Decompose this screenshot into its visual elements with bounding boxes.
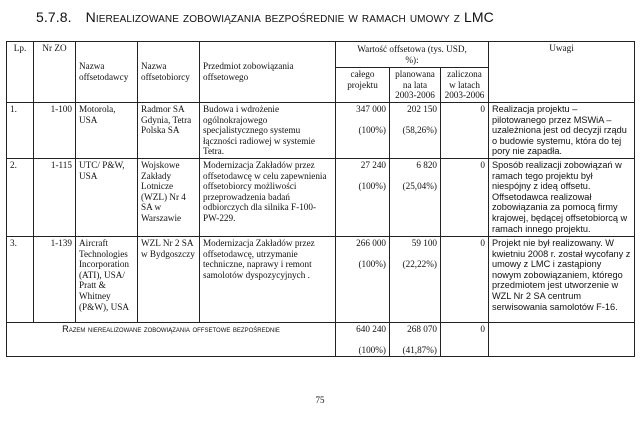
row-planowana xyxy=(390,102,441,158)
header-zaliczona: zaliczona w latach 2003-2006 xyxy=(441,68,489,103)
row-calego xyxy=(336,102,390,158)
total-calego-value: 640 240 xyxy=(356,323,386,334)
calego-percent: (100%) xyxy=(358,124,386,135)
row-calego xyxy=(336,158,390,236)
planowana-value: 6 820 xyxy=(416,159,437,170)
header-offsetodawca: Nazwa offsetodawcy xyxy=(76,42,138,103)
table-row xyxy=(7,158,635,236)
row-lp: 1. xyxy=(7,102,34,158)
row-calego xyxy=(336,236,390,322)
row-planowana xyxy=(390,158,441,236)
row-przedmiot: Modernizacja Zakładów przez offsetodawcę, utrzymanie techniczne, naprawy i remont samolotów dyspozycyjnych . xyxy=(200,236,336,322)
row-offsetobiorca: Radmor SA Gdynia, Tetra Polska SA xyxy=(138,102,200,158)
row-uwagi: Projekt nie był realizowany. W kwietniu 2008 r. został wycofany z umowy z LMC i zastąpiony nowym zobowiązaniem, którego przedmiotem jest utworzenie w WZL Nr 2 SA centrum serwisowania samolotów F-16. xyxy=(489,236,635,322)
row-uwagi: Sposób realizacji zobowiązań w ramach tego projektu był niespójny z ideą offsetu. Offsetodawca realizował zobowiązania za pomocą firmy krajowej, będącej offsetobiorcą w ramach innego projektu. xyxy=(489,158,635,236)
planowana-value: 59 100 xyxy=(411,237,437,248)
row-zaliczona: 0 xyxy=(441,236,489,322)
section-heading xyxy=(36,9,494,25)
planowana-percent: (58,26%) xyxy=(402,124,437,135)
total-planowana xyxy=(390,322,441,356)
calego-percent: (100%) xyxy=(358,180,386,191)
total-calego xyxy=(336,322,390,356)
row-zaliczona: 0 xyxy=(441,158,489,236)
offset-table xyxy=(6,41,635,357)
row-offsetodawca: Aircraft Technologies Incorporation (ATI), USA/ Pratt & Whitney (P&W), USA xyxy=(76,236,138,322)
header-lp: Lp. xyxy=(7,42,34,103)
total-row xyxy=(7,322,635,356)
table-row xyxy=(7,102,635,158)
header-nr-zo: Nr ZO xyxy=(34,42,76,103)
page-number: 75 xyxy=(315,395,325,405)
planowana-percent: (25,04%) xyxy=(402,180,437,191)
section-number: 5.7.8. xyxy=(36,9,72,25)
planowana-value: 202 150 xyxy=(407,103,437,114)
row-nr: 1-115 xyxy=(34,158,76,236)
total-calego-percent: (100%) xyxy=(358,344,386,355)
total-zaliczona: 0 xyxy=(441,322,489,356)
total-label: Razem nierealizowane zobowiązania offsetowe bezpośrednie xyxy=(7,322,336,356)
section-title: Nierealizowane zobowiązania bezpośrednie w ramach umowy z LMC xyxy=(85,9,494,25)
row-offsetodawca: UTC/ P&W, USA xyxy=(76,158,138,236)
calego-value: 266 000 xyxy=(356,237,386,248)
calego-percent: (100%) xyxy=(358,258,386,269)
row-offsetodawca: Motorola, USA xyxy=(76,102,138,158)
row-przedmiot: Modernizacja Zakładów przez offsetodawcę w celu zapewnienia offsetobiorcy możliwości przeprowadzenia badań odbiorczych dla silnika F-100-PW-229. xyxy=(200,158,336,236)
header-uwagi: Uwagi xyxy=(489,42,635,103)
row-przedmiot: Budowa i wdrożenie ogólnokrajowego specjalistycznego systemu łączności radiowej w systemie Tetra. xyxy=(200,102,336,158)
total-planowana-percent: (41,87%) xyxy=(402,344,437,355)
total-uwagi xyxy=(489,322,635,356)
calego-value: 27 240 xyxy=(360,159,386,170)
row-uwagi: Realizacja projektu – pilotowanego przez MSWiA – uzależniona jest od decyzji rządu o budowie systemu, która do tej pory nie zapadła. xyxy=(489,102,635,158)
calego-value: 347 000 xyxy=(356,103,386,114)
header-row-1 xyxy=(7,42,635,68)
row-zaliczona: 0 xyxy=(441,102,489,158)
header-przedmiot: Przedmiot zobowiązania offsetowego xyxy=(200,42,336,103)
header-offsetobiorca: Nazwa offsetobiorcy xyxy=(138,42,200,103)
row-lp: 2. xyxy=(7,158,34,236)
row-lp: 3. xyxy=(7,236,34,322)
row-nr: 1-100 xyxy=(34,102,76,158)
header-calego: całego projektu xyxy=(336,68,390,103)
row-planowana xyxy=(390,236,441,322)
planowana-percent: (22,22%) xyxy=(402,258,437,269)
header-planowana: planowana na lata 2003-2006 xyxy=(390,68,441,103)
header-wartosc: Wartość offsetowa (tys. USD, %): xyxy=(336,42,489,68)
total-planowana-value: 268 070 xyxy=(407,323,437,334)
row-offsetobiorca: Wojskowe Zakłady Lotnicze (WZL) Nr 4 SA w Warszawie xyxy=(138,158,200,236)
table-row xyxy=(7,236,635,322)
row-nr: 1-139 xyxy=(34,236,76,322)
row-offsetobiorca: WZL Nr 2 SA w Bydgoszczy xyxy=(138,236,200,322)
